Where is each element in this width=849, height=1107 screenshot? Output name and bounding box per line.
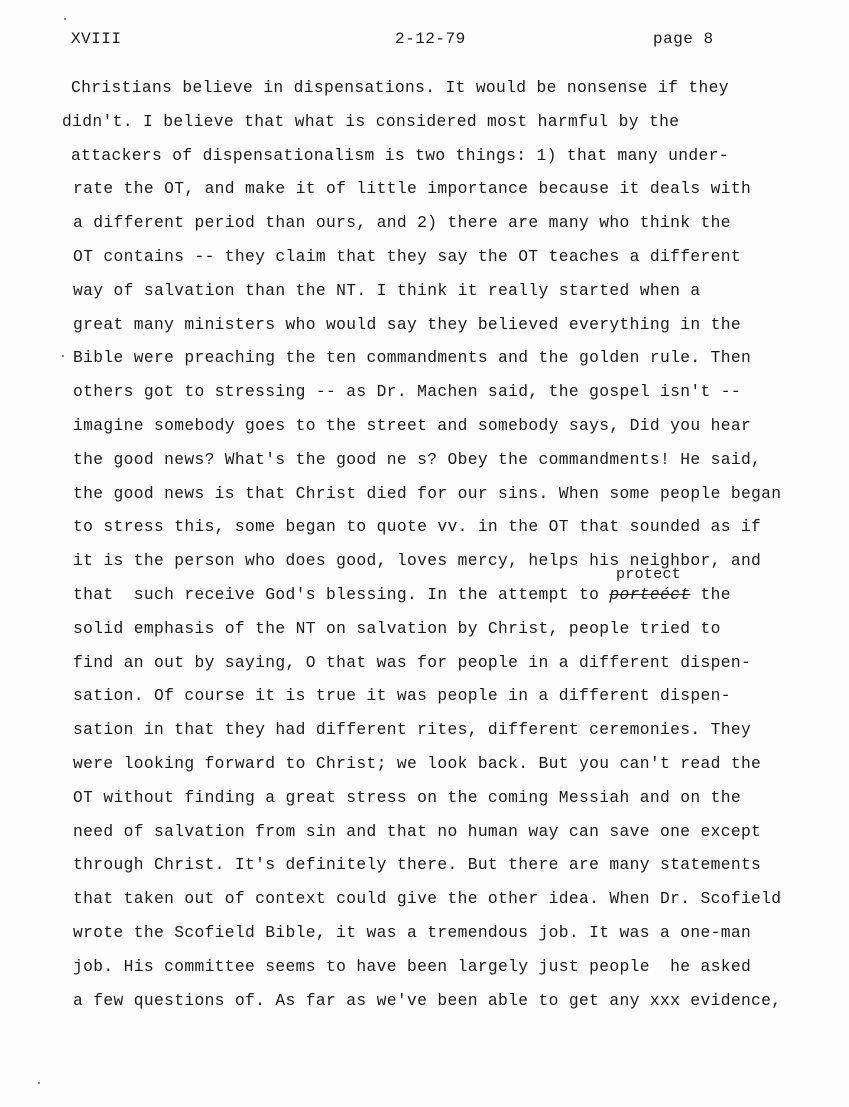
- handwritten-correction: protect: [616, 566, 682, 583]
- header-date: 2-12-79: [395, 30, 466, 48]
- text-line: the good news is that Christ died for our sins. When some people began: [73, 484, 782, 503]
- text-line: that taken out of context could give the other idea. When Dr. Scofield: [73, 889, 782, 908]
- text-line: were looking forward to Christ; we look back. But you can't read the: [73, 754, 762, 773]
- text-line: find an out by saying, O that was for people in a different dispen-: [73, 653, 752, 672]
- text-line: to stress this, some began to quote vv. in the OT that sounded as if: [73, 517, 762, 536]
- text-line: [73, 585, 731, 605]
- text-line: Bible were preaching the ten commandments and the golden rule. Then: [73, 348, 752, 367]
- text-line: way of salvation than the NT. I think it really started when a: [73, 281, 701, 300]
- text-line: need of salvation from sin and that no human way can save one except: [73, 822, 762, 841]
- text-line: wrote the Scofield Bible, it was a tremendous job. It was a one-man: [73, 923, 752, 942]
- text-line: the good news? What's the good ne s? Obey the commandments! He said,: [73, 450, 762, 469]
- text-line: a different period than ours, and 2) there are many who think the: [73, 213, 731, 232]
- text-line: through Christ. It's definitely there. But there are many statements: [73, 855, 762, 874]
- text-line: OT without finding a great stress on the coming Messiah and on the: [73, 788, 741, 807]
- text-line: job. His committee seems to have been largely just people he asked: [73, 957, 752, 976]
- text-segment: the: [690, 585, 731, 604]
- text-line: a few questions of. As far as we've been able to get any xxx evidence,: [73, 991, 782, 1010]
- text-line: it is the person who does good, loves mercy, helps his neighbor, and: [73, 551, 762, 570]
- ink-speck: [64, 18, 66, 20]
- text-line: imagine somebody goes to the street and somebody says, Did you hear: [73, 416, 752, 435]
- text-line: OT contains -- they claim that they say the OT teaches a different: [73, 247, 741, 266]
- text-line: didn't. I believe that what is considered most harmful by the: [62, 112, 680, 131]
- text-line: rate the OT, and make it of little importance because it deals with: [73, 179, 752, 198]
- struck-word: porteéct: [609, 585, 691, 604]
- ink-speck: [62, 355, 64, 357]
- ink-speck: [38, 1082, 40, 1084]
- text-line: solid emphasis of the NT on salvation by Christ, people tried to: [73, 619, 721, 638]
- text-segment: that such receive God's blessing. In the attempt to: [73, 585, 610, 604]
- page-header: [0, 30, 849, 54]
- text-line: sation. Of course it is true it was people in a different dispen-: [73, 686, 731, 705]
- text-line: Christians believe in dispensations. It would be nonsense if they: [71, 78, 729, 97]
- text-line: sation in that they had different rites, different ceremonies. They: [73, 720, 752, 739]
- text-line: attackers of dispensationalism is two things: 1) that many under-: [71, 146, 729, 165]
- header-section-number: XVIII: [71, 30, 122, 48]
- text-line: great many ministers who would say they believed everything in the: [73, 315, 741, 334]
- text-line: others got to stressing -- as Dr. Machen said, the gospel isn't --: [73, 382, 741, 401]
- header-page-number: page 8: [653, 30, 714, 48]
